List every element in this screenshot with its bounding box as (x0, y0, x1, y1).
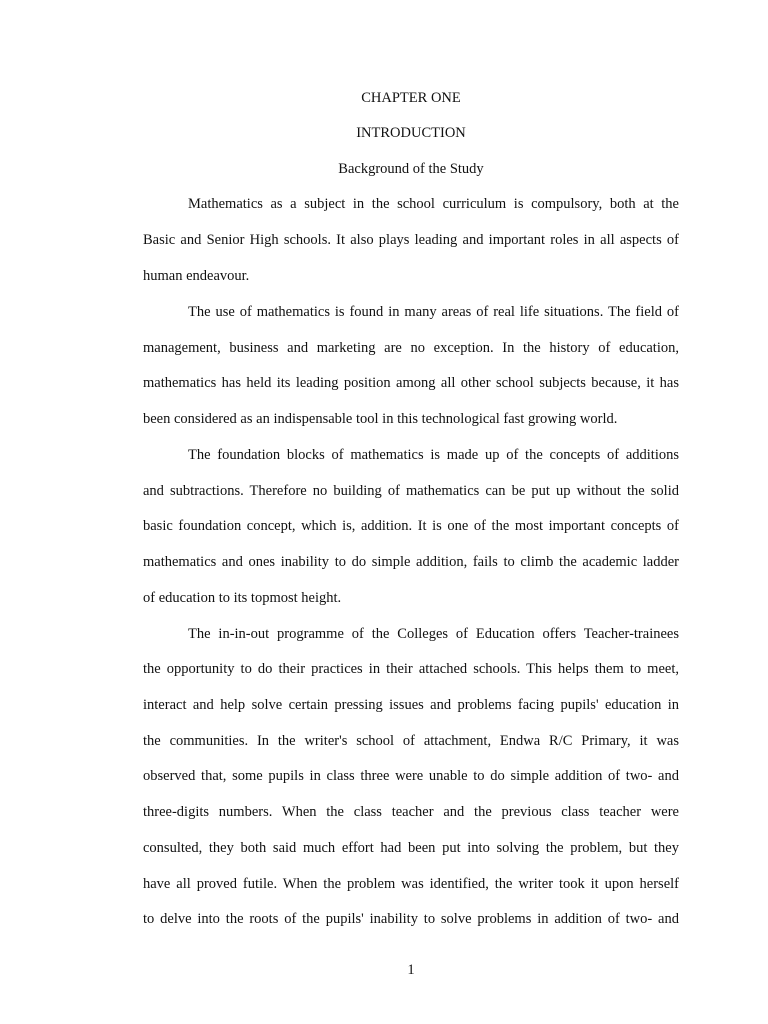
section-heading: Background of the Study (338, 161, 484, 177)
body-line: to delve into the roots of the pupils' inability to solve problems in addition of two- and (143, 911, 679, 927)
body-line: Basic and Senior High schools. It also plays leading and important roles in all aspects of (143, 232, 679, 248)
body-line: The foundation blocks of mathematics is made up of the concepts of additions (188, 447, 679, 463)
body-line: Mathematics as a subject in the school curriculum is compulsory, both at the (188, 196, 679, 212)
body-line: and subtractions. Therefore no building of mathematics can be put up without the solid (143, 483, 679, 499)
body-line: The use of mathematics is found in many areas of real life situations. The field of (188, 304, 679, 320)
body-line: basic foundation concept, which is, addition. It is one of the most important concepts of (143, 518, 679, 534)
body-line: mathematics and ones inability to do simple addition, fails to climb the academic ladder (143, 554, 679, 570)
body-line: observed that, some pupils in class three were unable to do simple addition of two- and (143, 768, 679, 784)
chapter-heading: CHAPTER ONE (361, 90, 461, 106)
body-line: interact and help solve certain pressing issues and problems facing pupils' education in (143, 697, 679, 713)
body-line: have all proved futile. When the problem was identified, the writer took it upon herself (143, 876, 679, 892)
body-line: mathematics has held its leading position among all other school subjects because, it has (143, 375, 679, 391)
body-line: the opportunity to do their practices in their attached schools. This helps them to meet, (143, 661, 679, 677)
body-line: consulted, they both said much effort had been put into solving the problem, but they (143, 840, 679, 856)
body-line: been considered as an indispensable tool in this technological fast growing world. (143, 411, 618, 427)
body-line: The in-in-out programme of the Colleges of Education offers Teacher-trainees (188, 626, 679, 642)
body-line: the communities. In the writer's school of attachment, Endwa R/C Primary, it was (143, 733, 679, 749)
body-line: human endeavour. (143, 268, 250, 284)
page-number: 1 (407, 962, 415, 978)
chapter-title: INTRODUCTION (356, 125, 466, 141)
body-line: management, business and marketing are no exception. In the history of education, (143, 340, 679, 356)
body-line: three-digits numbers. When the class teacher and the previous class teacher were (143, 804, 679, 820)
body-line: of education to its topmost height. (143, 590, 342, 606)
